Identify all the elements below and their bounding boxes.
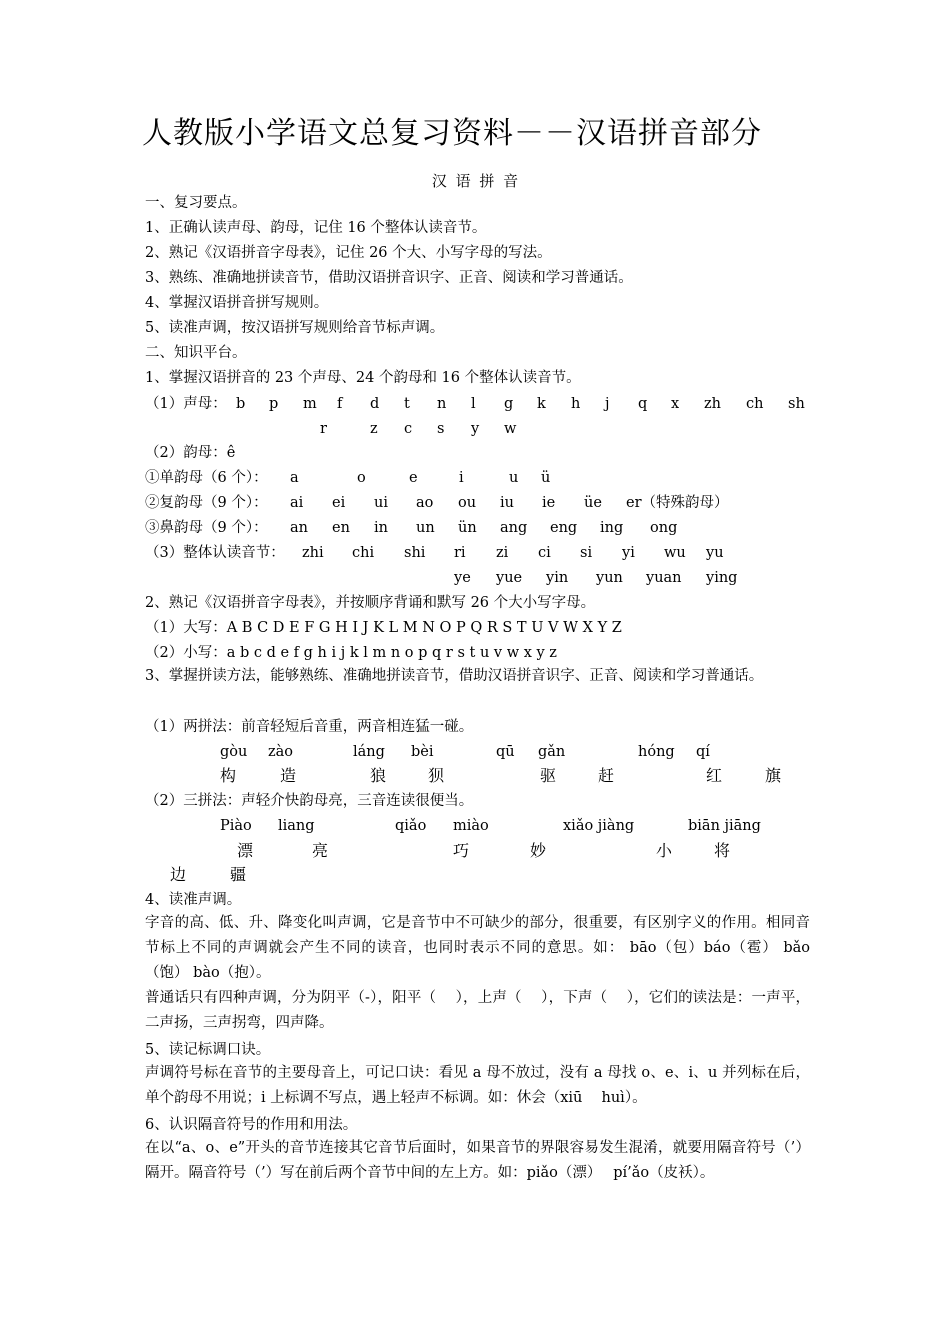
pinyin: hóng — [638, 744, 675, 760]
whole-syllable: ri — [454, 545, 466, 561]
nasal-final: in — [374, 520, 388, 536]
pinyin: Piào — [220, 818, 252, 834]
nasal-final: an — [290, 520, 308, 536]
hanzi: 红 — [706, 766, 723, 785]
initial-letter: g — [504, 396, 514, 412]
initial-letter: q — [638, 396, 648, 412]
initial-letter: r — [320, 421, 327, 437]
single-final: i — [459, 470, 464, 486]
nasal-final: un — [416, 520, 435, 536]
single-finals-label: ①单韵母（6 个）： — [145, 470, 268, 486]
initial-letter: sh — [788, 396, 805, 412]
whole-syllable: yi — [622, 545, 635, 561]
pinyin: qí — [696, 744, 710, 760]
pinyin: qū — [496, 744, 515, 760]
document-title: 人教版小学语文总复习资料－－汉语拼音部分 — [142, 116, 762, 151]
initial-letter: zh — [704, 396, 721, 412]
initial-letter: m — [303, 396, 317, 412]
single-final: e — [409, 470, 418, 486]
pinyin: biān jiāng — [688, 818, 761, 834]
initial-letter: l — [471, 396, 476, 412]
whole-syllable: zi — [496, 545, 509, 561]
pinyin: gòu — [220, 744, 248, 760]
whole-syllable: yuan — [646, 570, 682, 586]
initial-letter: n — [437, 396, 447, 412]
nasal-final: eng — [550, 520, 578, 536]
whole-syllable: ci — [538, 545, 551, 561]
nasal-finals-label: ③鼻韵母（9 个）： — [145, 520, 268, 536]
pinyin: bèi — [411, 744, 434, 760]
initial-letter: f — [337, 396, 343, 412]
whole-syllable: yin — [546, 570, 569, 586]
review-item: 3、熟练、准确地拼读音节，借助汉语拼音识字、正音、阅读和学习普通话。 — [145, 270, 633, 286]
hanzi: 构 — [220, 766, 237, 785]
initial-letter: z — [370, 421, 378, 437]
initial-letter: t — [404, 396, 410, 412]
initials-label: （1）声母： — [145, 396, 227, 412]
compound-final: ou — [458, 495, 477, 511]
compound-finals-label: ②复韵母（9 个）： — [145, 495, 268, 511]
compound-final: ai — [290, 495, 304, 511]
initial-letter: b — [236, 396, 246, 412]
whole-syllable: wu — [664, 545, 686, 561]
initial-letter: ch — [746, 396, 764, 412]
hanzi: 赶 — [598, 766, 615, 785]
review-item: 4、掌握汉语拼音拼写规则。 — [145, 295, 329, 311]
single-final: a — [290, 470, 299, 486]
pinyin: miào — [453, 818, 489, 834]
review-item: 5、读准声调，按汉语拼写规则给音节标声调。 — [145, 320, 445, 336]
whole-syllable: si — [580, 545, 593, 561]
initial-letter: h — [571, 396, 581, 412]
hanzi: 疆 — [230, 865, 247, 884]
hanzi: 驱 — [540, 766, 557, 785]
nasal-final: ang — [500, 520, 528, 536]
initial-letter: y — [471, 421, 480, 437]
nasal-final: ong — [650, 520, 678, 536]
tone-paragraph: 字音的高、低、升、降变化叫声调，它是音节中不可缺少的部分，很重要，有区别字义的作用。相同音节标上不同的声调就会产生不同的读音，也同时表示不同的意思。如： bāo（包）báo（雹） bǎo（饱） bào（抱）。 — [145, 915, 810, 981]
whole-syllable: zhi — [302, 545, 324, 561]
initial-letter: d — [370, 396, 380, 412]
finals-label: （2）韵母：ê — [145, 445, 236, 461]
nasal-final: ing — [600, 520, 624, 536]
review-heading: 一、复习要点。 — [145, 195, 247, 211]
pinyin: xiǎo jiàng — [563, 818, 635, 834]
single-final: u — [509, 470, 519, 486]
whole-syllable: yu — [706, 545, 724, 561]
initial-letter: w — [504, 421, 517, 437]
whole-syllable: chi — [352, 545, 375, 561]
pinyin: qiǎo — [395, 818, 427, 834]
lowercase-letters: （2）小写：a b c d e f g h i j k l m n o p q r s t u v w x y z — [145, 645, 557, 661]
pinyin: láng — [353, 744, 385, 760]
compound-final: ie — [542, 495, 556, 511]
compound-final: er（特殊韵母） — [626, 495, 729, 511]
hanzi: 漂 — [237, 841, 254, 860]
compound-final: ei — [332, 495, 346, 511]
initial-letter: x — [671, 396, 680, 412]
three-spell-rule: （2）三拼法：声轻介快韵母亮，三音连读很便当。 — [145, 793, 474, 809]
whole-syllable: ying — [706, 570, 738, 586]
knowledge-point-1: 1、掌握汉语拼音的 23 个声母、24 个韵母和 16 个整体认读音节。 — [145, 370, 581, 386]
knowledge-point-3: 3、掌握拼读方法，能够熟练、准确地拼读音节，借助汉语拼音识字、正音、阅读和学习普通话。 — [145, 668, 764, 684]
knowledge-heading: 二、知识平台。 — [145, 345, 247, 361]
uppercase-letters: （1）大写：A B C D E F G H I J K L M N O P Q R S T U V W X Y Z — [145, 620, 622, 636]
whole-syllable: ye — [454, 570, 471, 586]
initial-letter: p — [269, 396, 279, 412]
hanzi: 妙 — [530, 841, 547, 860]
knowledge-point-4: 4、读准声调。 — [145, 892, 242, 908]
whole-syllable: yue — [496, 570, 523, 586]
review-item: 1、正确认读声母、韵母，记住 16 个整体认读音节。 — [145, 220, 487, 236]
hanzi: 将 — [714, 841, 731, 860]
compound-final: ao — [416, 495, 434, 511]
hanzi: 亮 — [312, 841, 329, 860]
compound-final: ui — [374, 495, 388, 511]
section-subtitle: 汉 语 拼 音 — [431, 172, 519, 190]
hanzi: 旗 — [765, 766, 782, 785]
hanzi: 小 — [656, 841, 673, 860]
pinyin: zào — [268, 744, 294, 760]
hanzi: 造 — [280, 766, 297, 785]
compound-final: üe — [584, 495, 602, 511]
apostrophe-paragraph: 在以“a、o、e”开头的音节连接其它音节后面时，如果音节的界限容易发生混淆，就要用隔音符号（’）隔开。隔音符号（’）写在前后两个音节中间的左上方。如：piǎo（漂） pí’ǎo（皮袄）。 — [145, 1140, 810, 1181]
initial-letter: k — [537, 396, 546, 412]
initial-letter: s — [437, 421, 445, 437]
initial-letter: c — [404, 421, 413, 437]
whole-syllable: shi — [404, 545, 426, 561]
hanzi: 狼 — [370, 766, 387, 785]
single-final: ü — [541, 470, 551, 486]
review-item: 2、熟记《汉语拼音字母表》，记住 26 个大、小写字母的写法。 — [145, 245, 552, 261]
single-final: o — [357, 470, 366, 486]
initial-letter: j — [605, 396, 610, 412]
pinyin: gǎn — [538, 744, 566, 760]
nasal-final: ün — [458, 520, 477, 536]
hanzi: 边 — [170, 865, 187, 884]
tone-mark-rhyme-paragraph: 声调符号标在音节的主要母音上，可记口诀：看见 a 母不放过，没有 a 母找 o、e、i、u 并列标在后，单个韵母不用说；i 上标调不写点，遇上轻声不标调。如：休会（xiū huì）。 — [145, 1065, 810, 1106]
nasal-final: en — [332, 520, 350, 536]
whole-syllables-label: （3）整体认读音节： — [145, 545, 285, 561]
tone-types-paragraph: 普通话只有四种声调，分为阴平（-），阳平（ ），上声（ ），下声（ ），它们的读法是：一声平，二声扬，三声拐弯，四声降。 — [145, 990, 810, 1031]
pinyin: liang — [278, 818, 315, 834]
hanzi: 巧 — [453, 841, 470, 860]
compound-final: iu — [500, 495, 514, 511]
knowledge-point-5: 5、读记标调口诀。 — [145, 1042, 271, 1058]
knowledge-point-2: 2、熟记《汉语拼音字母表》，并按顺序背诵和默写 26 个大小写字母。 — [145, 595, 596, 611]
hanzi: 狈 — [428, 766, 445, 785]
two-spell-rule: （1）两拼法：前音轻短后音重，两音相连猛一碰。 — [145, 719, 474, 735]
whole-syllable: yun — [596, 570, 623, 586]
knowledge-point-6: 6、认识隔音符号的作用和用法。 — [145, 1117, 358, 1133]
